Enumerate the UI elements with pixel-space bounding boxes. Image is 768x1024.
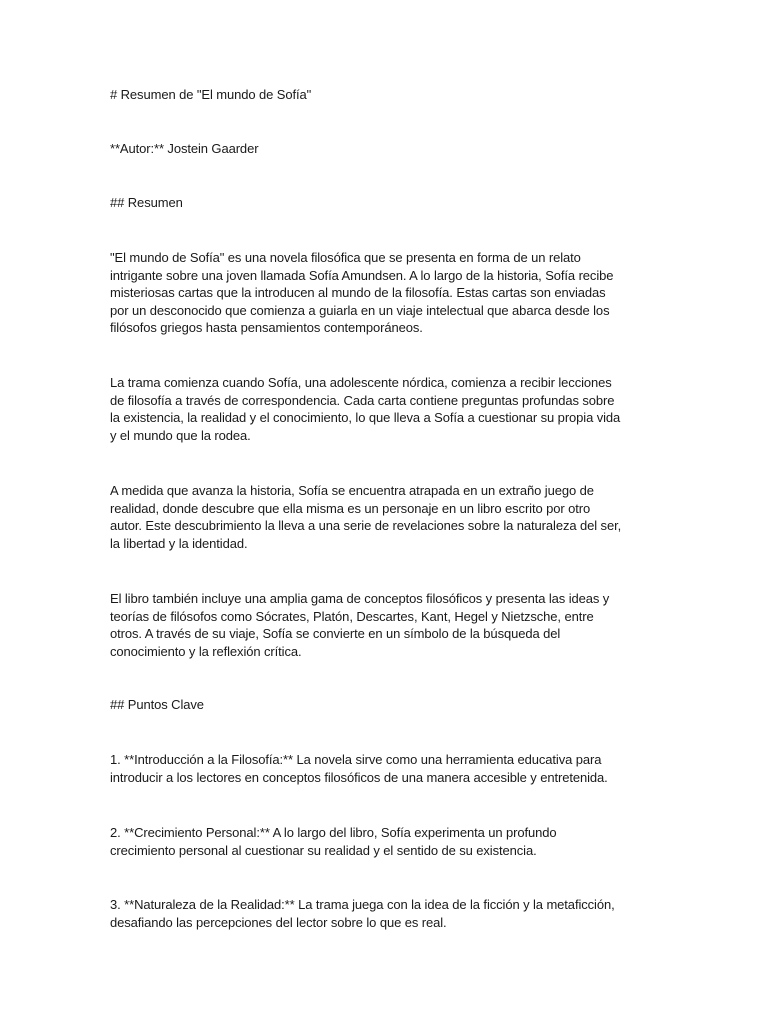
document-title — [110, 86, 311, 104]
key-point-2 — [110, 824, 557, 859]
paragraph-line: y el mundo que la rodea. — [110, 427, 251, 443]
paragraph-line: autor. Este descubrimiento la lleva a una serie de revelaciones sobre la naturaleza del ser, — [110, 518, 622, 534]
key-point-line: introducir a los lectores en conceptos filosóficos de una manera accesible y entretenida. — [110, 769, 608, 785]
paragraph-line: realidad, donde descubre que ella misma es un personaje en un libro escrito por otro — [110, 500, 591, 516]
paragraph-line: El libro también incluye una amplia gama de conceptos filosóficos y presenta las ideas y — [110, 591, 610, 606]
paragraph-line: la existencia, la realidad y el conocimiento, lo que lleva a Sofía a cuestionar su propia vida — [110, 410, 621, 426]
paragraph-line: filósofos griegos hasta pensamientos contemporáneos. — [110, 320, 423, 336]
title-line: # Resumen de "El mundo de Sofía" — [110, 87, 312, 102]
paragraph-line: A medida que avanza la historia, Sofía se encuentra atrapada en un extraño juego de — [110, 483, 594, 498]
paragraph-1 — [110, 249, 613, 337]
paragraph-line: conocimiento y la reflexión crítica. — [110, 643, 302, 659]
section-heading-puntos-clave — [110, 696, 204, 714]
paragraph-line: la libertad y la identidad. — [110, 535, 248, 551]
key-point-line: crecimiento personal al cuestionar su realidad y el sentido de su existencia. — [110, 842, 537, 858]
paragraph-line: La trama comienza cuando Sofía, una adolescente nórdica, comienza a recibir lecciones — [110, 375, 612, 390]
paragraph-3 — [110, 482, 621, 552]
paragraph-line: otros. A través de su viaje, Sofía se convierte en un símbolo de la búsqueda del — [110, 626, 561, 642]
key-point-line: 2. **Crecimiento Personal:** A lo largo del libro, Sofía experimenta un profundo — [110, 825, 557, 840]
paragraph-2 — [110, 374, 620, 444]
section-heading-resumen — [110, 194, 183, 212]
key-point-line: desafiando las percepciones del lector sobre lo que es real. — [110, 914, 447, 930]
author-line — [110, 140, 258, 158]
paragraph-line: "El mundo de Sofía" es una novela filosófica que se presenta en forma de un relato — [110, 250, 581, 265]
heading-puntos-text: ## Puntos Clave — [110, 697, 204, 712]
key-point-1 — [110, 751, 608, 786]
key-point-line: 1. **Introducción a la Filosofía:** La novela sirve como una herramienta educativa para — [110, 752, 602, 767]
heading-resumen-text: ## Resumen — [110, 195, 183, 210]
paragraph-line: de filosofía a través de correspondencia. Cada carta contiene preguntas profundas sobre — [110, 392, 615, 408]
paragraph-4 — [110, 590, 609, 660]
paragraph-line: teorías de filósofos como Sócrates, Platón, Descartes, Kant, Hegel y Nietzsche, entre — [110, 608, 594, 624]
key-point-line: 3. **Naturaleza de la Realidad:** La trama juega con la idea de la ficción y la metaficción, — [110, 897, 615, 912]
paragraph-line: misteriosas cartas que la introducen al mundo de la filosofía. Estas cartas son enviadas — [110, 285, 606, 301]
key-point-3 — [110, 896, 615, 931]
paragraph-line: intrigante sobre una joven llamada Sofía Amundsen. A lo largo de la historia, Sofía recibe — [110, 267, 614, 283]
author-text: **Autor:** Jostein Gaarder — [110, 141, 259, 156]
paragraph-line: por un desconocido que comienza a guiarla en un viaje intelectual que abarca desde los — [110, 302, 610, 318]
